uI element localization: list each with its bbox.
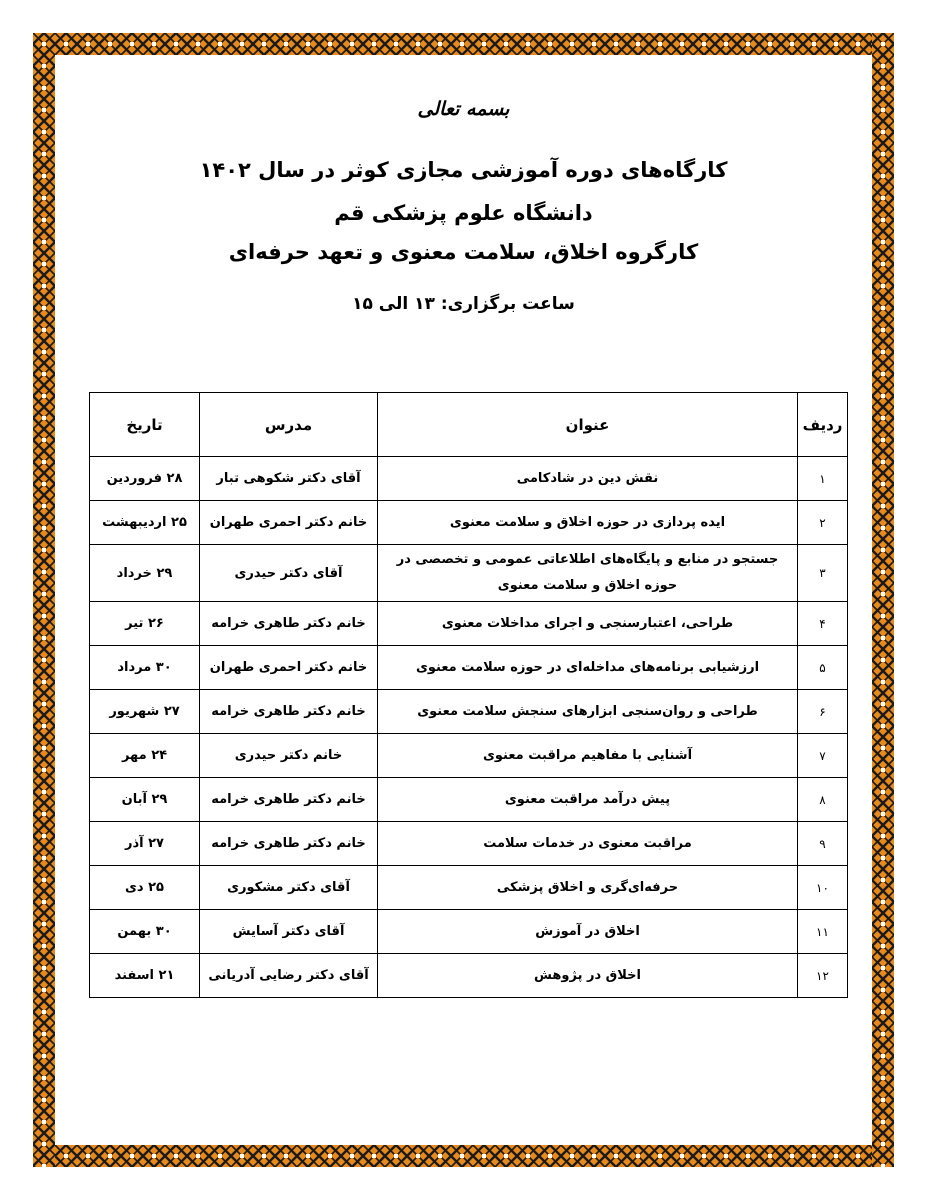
column-header-date: تاریخ xyxy=(90,393,200,457)
table-row xyxy=(90,602,848,646)
table-row xyxy=(90,866,848,910)
instructor-cell: آقای دکتر آسایش xyxy=(200,910,378,954)
table-row xyxy=(90,457,848,501)
column-header-row-number: ردیف xyxy=(798,393,848,457)
topic-cell: جستجو در منابع و پایگاه‌های اطلاعاتی عمومی و تخصصی در حوزه اخلاق و سلامت معنوی xyxy=(378,545,798,602)
table-row xyxy=(90,545,848,602)
instructor-cell: آقای دکتر حیدری xyxy=(200,545,378,602)
row-number-cell: ۷ xyxy=(798,734,848,778)
table-row xyxy=(90,954,848,998)
session-time: ساعت برگزاری: ۱۳ الی ۱۵ xyxy=(352,294,575,314)
row-number-cell: ۲ xyxy=(798,501,848,545)
column-header-topic: عنوان xyxy=(378,393,798,457)
date-cell: ۲۷ شهریور xyxy=(90,690,200,734)
row-number-cell: ۸ xyxy=(798,778,848,822)
instructor-cell: آقای دکتر شکوهی تبار xyxy=(200,457,378,501)
topic-cell: حرفه‌ای‌گری و اخلاق پزشکی xyxy=(378,866,798,910)
row-number-cell: ۱ xyxy=(798,457,848,501)
topic-cell: پیش درآمد مراقبت معنوی xyxy=(378,778,798,822)
row-number-cell: ۵ xyxy=(798,646,848,690)
topic-cell: نقش دین در شادکامی xyxy=(378,457,798,501)
topic-cell: اخلاق در پژوهش xyxy=(378,954,798,998)
workshop-schedule-table xyxy=(89,392,848,998)
instructor-cell: خانم دکتر حیدری xyxy=(200,734,378,778)
topic-cell: طراحی، اعتبارسنجی و اجرای مداخلات معنوی xyxy=(378,602,798,646)
table-row xyxy=(90,734,848,778)
date-cell: ۲۱ اسفند xyxy=(90,954,200,998)
table-row xyxy=(90,822,848,866)
table-row xyxy=(90,690,848,734)
date-cell: ۲۴ مهر xyxy=(90,734,200,778)
instructor-cell: خانم دکتر احمری طهران xyxy=(200,646,378,690)
instructor-cell: خانم دکتر احمری طهران xyxy=(200,501,378,545)
row-number-cell: ۱۲ xyxy=(798,954,848,998)
table-row xyxy=(90,646,848,690)
date-cell: ۲۹ آبان xyxy=(90,778,200,822)
date-cell: ۲۸ فروردین xyxy=(90,457,200,501)
date-cell: ۲۵ اردیبهشت xyxy=(90,501,200,545)
working-group-name: کارگروه اخلاق، سلامت معنوی و تعهد حرفه‌ای xyxy=(228,240,699,264)
table-header-row xyxy=(90,393,848,457)
date-cell: ۲۶ تیر xyxy=(90,602,200,646)
instructor-cell: خانم دکتر طاهری خرامه xyxy=(200,778,378,822)
border-top xyxy=(33,33,894,55)
topic-cell: مراقبت معنوی در خدمات سلامت xyxy=(378,822,798,866)
row-number-cell: ۳ xyxy=(798,545,848,602)
instructor-cell: آقای دکتر مشکوری xyxy=(200,866,378,910)
instructor-cell: آقای دکتر رضایی آدریانی xyxy=(200,954,378,998)
instructor-cell: خانم دکتر طاهری خرامه xyxy=(200,602,378,646)
table-row xyxy=(90,910,848,954)
table-row xyxy=(90,778,848,822)
date-cell: ۳۰ مرداد xyxy=(90,646,200,690)
topic-cell: آشنایی با مفاهیم مراقبت معنوی xyxy=(378,734,798,778)
row-number-cell: ۶ xyxy=(798,690,848,734)
date-cell: ۲۷ آذر xyxy=(90,822,200,866)
topic-cell: ارزشیابی برنامه‌های مداخله‌ای در حوزه سلامت معنوی xyxy=(378,646,798,690)
instructor-cell: خانم دکتر طاهری خرامه xyxy=(200,690,378,734)
date-cell: ۲۹ خرداد xyxy=(90,545,200,602)
row-number-cell: ۱۰ xyxy=(798,866,848,910)
bismillah-heading: بسمه تعالی xyxy=(417,98,510,120)
document-title: کارگاه‌های دوره آموزشی مجازی کوثر در سال ۱۴۰۲ xyxy=(199,158,728,182)
date-cell: ۲۵ دی xyxy=(90,866,200,910)
table-row xyxy=(90,501,848,545)
border-bottom xyxy=(33,1145,894,1167)
row-number-cell: ۹ xyxy=(798,822,848,866)
topic-cell: اخلاق در آموزش xyxy=(378,910,798,954)
row-number-cell: ۴ xyxy=(798,602,848,646)
topic-cell: طراحی و روان‌سنجی ابزارهای سنجش سلامت معنوی xyxy=(378,690,798,734)
row-number-cell: ۱۱ xyxy=(798,910,848,954)
instructor-cell: خانم دکتر طاهری خرامه xyxy=(200,822,378,866)
column-header-instructor: مدرس xyxy=(200,393,378,457)
university-name: دانشگاه علوم پزشکی قم xyxy=(334,201,593,225)
topic-cell: ایده پردازی در حوزه اخلاق و سلامت معنوی xyxy=(378,501,798,545)
date-cell: ۳۰ بهمن xyxy=(90,910,200,954)
